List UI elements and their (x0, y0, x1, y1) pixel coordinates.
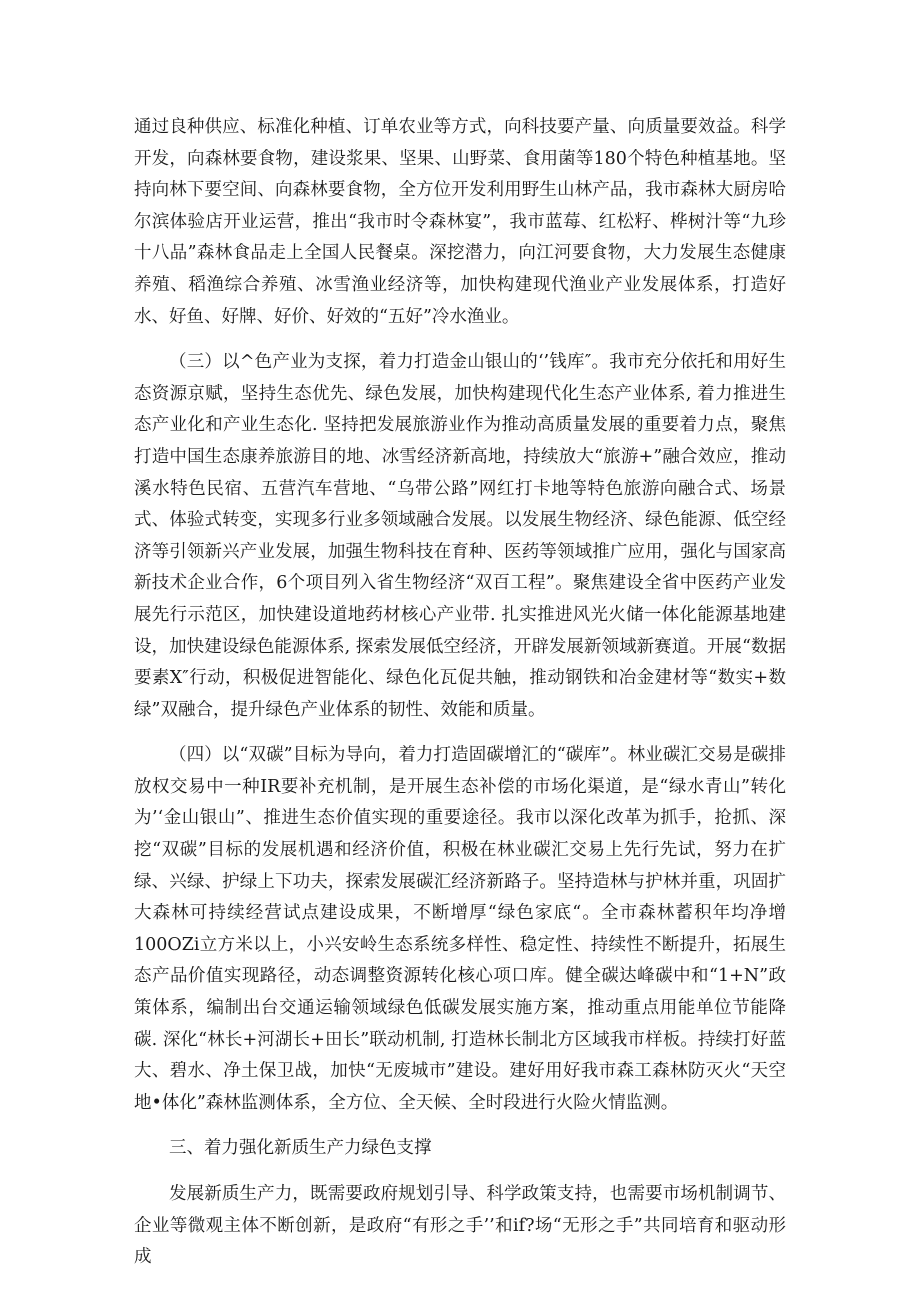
paragraph-section-three: （三）以^色产业为支探，着力打造金山银山的‘’钱库″。我市充分依托和用好生态资源京赋，坚持生态优先、绿色发展，加快构建现代化生态产业体系, 着力推进生态产业化和产业生态化. 坚持把发展旅游业作为推动高质量发展的重要着力点，聚焦打造中国生态康养旅游目的地、冰雪经济新高地，持续放大“旅游+”融合效应，推动溪水特色民宿、五营汽车营地、“乌带公路”网红打卡地等特色旅游向融合式、场景式、体验式转变，实现多行业多领域融合发展。以发展生物经济、绿色能源、低空经济等引领新兴产业发展，加强生物科技在育种、医药等领域推广应用，强化与国家高新技术企业合作，6个项目列入省生物经济“双百工程”。聚焦建设全省中医药产业发展先行示范区，加快建设道地药材核心产业带. 扎实推进风光火储一体化能源基地建设，加快建设绿色能源体系, 探索发展低空经济，开辟发展新领域新赛道。开展“数据要素X″行动，积极促进智能化、绿色化瓦促共触，推动钢铁和冶金建材等“数实+数绿”双融合，提升绿色产业体系的韧性、效能和质量。 (134, 352, 786, 720)
paragraph-section-four: （四）以“双碳”目标为导向，着力打造固碳增汇的“碳库”。林业碳汇交易是碳排放权交易中一种IR要补充机制，是开展生态补偿的市场化渠道，是“绿水青山”转化为’‘金山银山”、推进生态价值实现的重要途径。我市以深化改革为抓手，抢抓、深挖“双碳”目标的发展机遇和经济价值，积极在林业碳汇交易上先行先试，努力在扩绿、兴绿、护绿上下功夫，探索发展碳汇经济新路子。坚持造林与护林并重，巩固扩大森林可持续经营试点建设成果，不断增厚“绿色家底“。全市森林蓄积年均净增100OZi立方米以上，小兴安岭生态系统多样性、稳定性、持续性不断提升，拓展生态产品价值实现路径，动态调整资源转化核心项口库。健全碳达峰碳中和“1+N”政策体系，编制出台交通运输领域绿色低碳发展实施方案，推动重点用能单位节能降碳. 深化“林长+河湖长+田长”联动机制, 打造林长制北方区域我市样板。持续打好蓝大、碧水、净土保卫战，加快“无废城市”建设。建好用好我市森工森林防灭火“天空地•体化”森林监测体系，全方位、全天候、全时段进行火险火情监测。 (134, 745, 786, 1113)
document-body (134, 112, 786, 1274)
paragraph-section-intro: 发展新质生产力，既需要政府规划引导、科学政策支持，也需要市场机制调节、企业等微观主体不断创新，是政府“有形之手’’和if?场“无形之手”共同培育和驱动形成 (134, 1184, 786, 1268)
section-heading-three: 三、着力强化新质生产力绿色支撑 (169, 1138, 432, 1159)
paragraph-continuation: 通过良种供应、标准化种植、订单农业等方式，向科技要产量、向质量要效益。科学开发，向森林要食物，建设浆果、坚果、山野菜、食用菌等180个特色种植基地。坚持向林下要空间、向森林要食物，全方位开发利用野生山林产品，我市森林大厨房哈尔滨体验店开业运营，推出“我市时令森林宴”，我市蓝莓、红松籽、桦树汁等“九珍十八品”森林食品走上全国人民餐桌。深挖潜力，向江河要食物，大力发展生态健康养殖、稻渔综合养殖、冰雪渔业经济等，加快构建现代渔业产业发展体系，打造好水、好鱼、好牌、好价、好效的“五好”冷水渔业。 (134, 117, 786, 327)
